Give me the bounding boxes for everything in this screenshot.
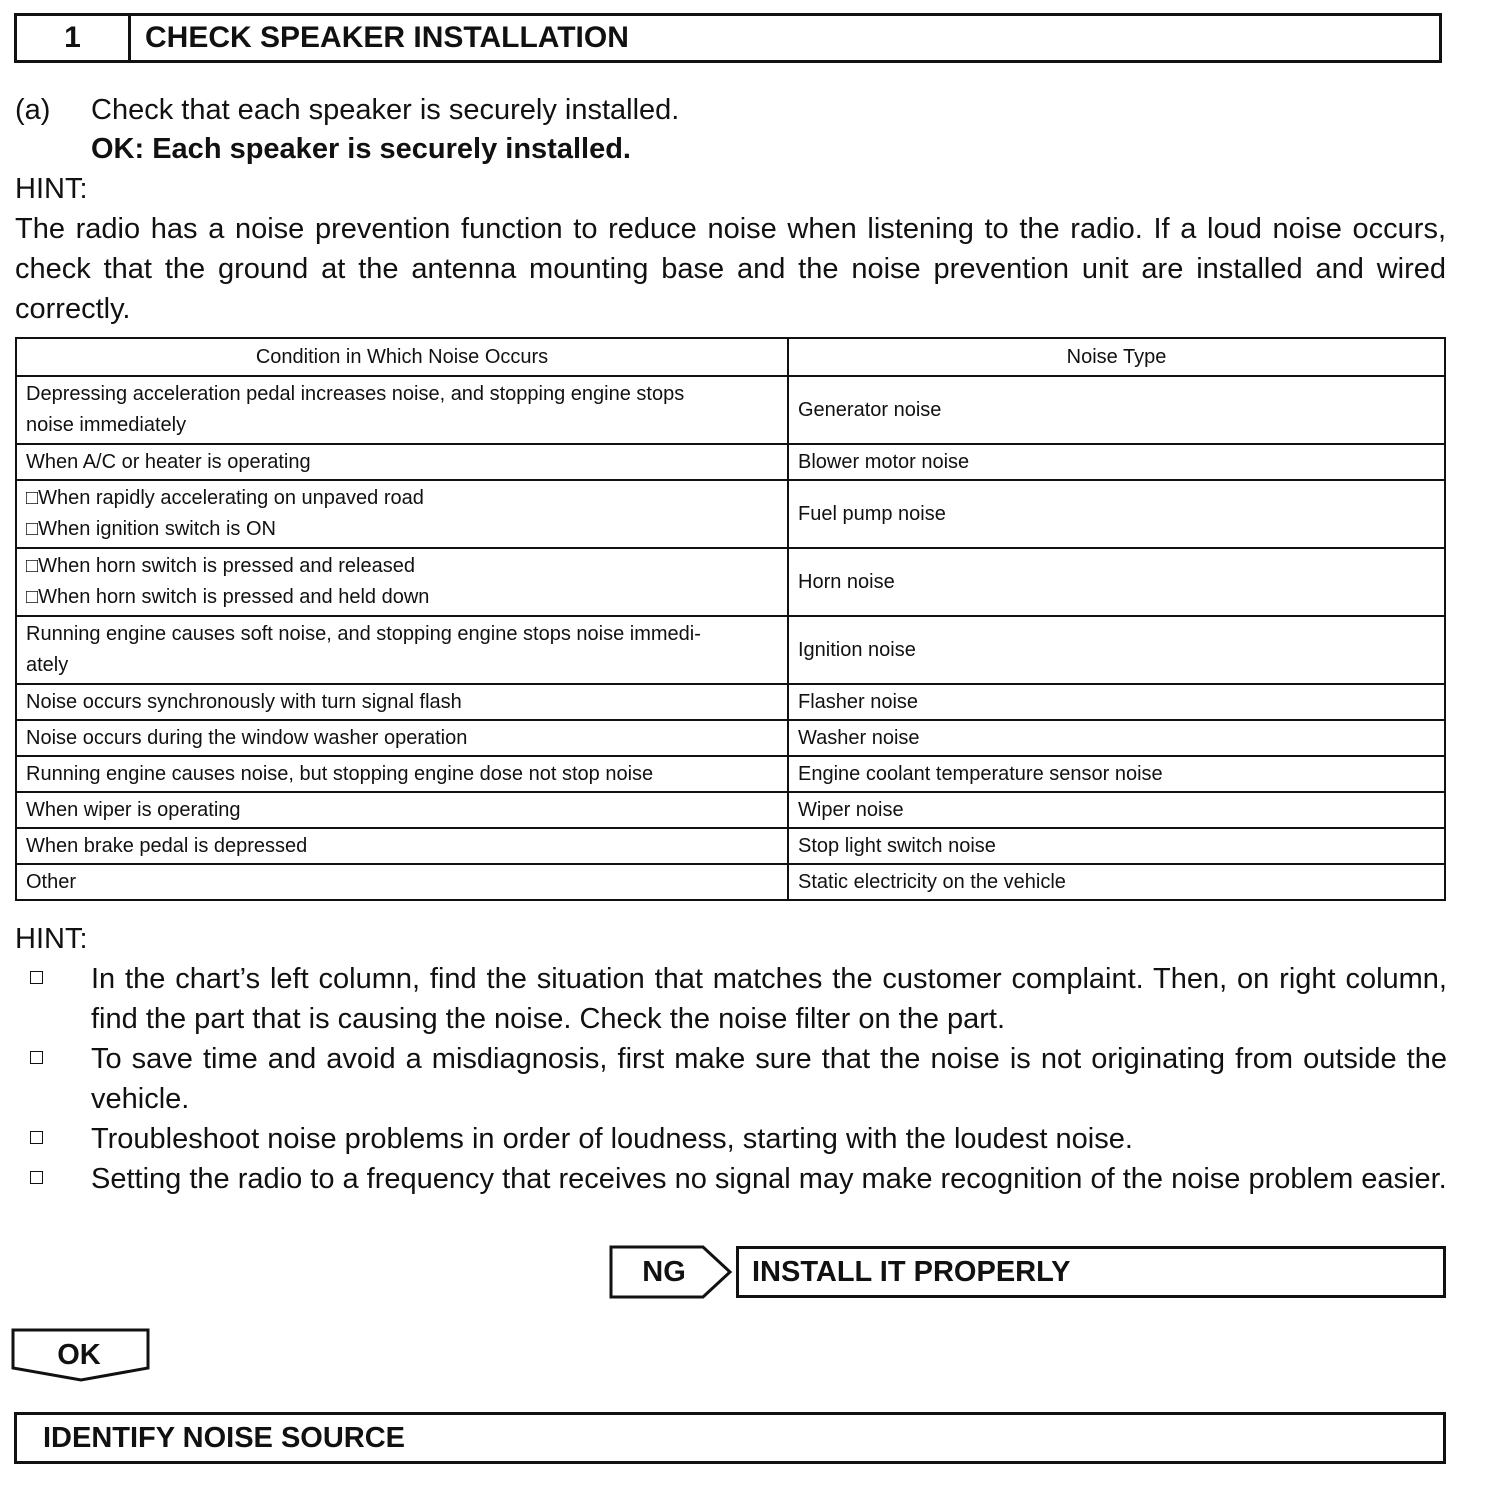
check-text: Check that each speaker is securely installed. xyxy=(91,94,680,126)
condition-cell: Other xyxy=(16,864,788,900)
condition-line: Depressing acceleration pedal increases noise, and stopping engine stops xyxy=(26,383,685,405)
noise-type-cell: Stop light switch noise xyxy=(788,828,1445,864)
condition-cell: When A/C or heater is operating xyxy=(16,444,788,480)
table-header-row xyxy=(16,338,1445,376)
condition-cell: Noise occurs synchronously with turn signal flash xyxy=(16,684,788,720)
table-row xyxy=(16,864,1445,900)
table-row xyxy=(16,376,1445,444)
table-row xyxy=(16,480,1445,548)
condition-cell: When brake pedal is depressed xyxy=(16,828,788,864)
condition-cell xyxy=(16,376,788,444)
hint-bullet-text: To save time and avoid a misdiagnosis, first make sure that the noise is not originating from outside the vehicle. xyxy=(91,1043,1447,1115)
noise-type-cell: Engine coolant temperature sensor noise xyxy=(788,756,1445,792)
checkbox-bullet-icon xyxy=(30,1051,43,1064)
column-header-noise-type: Noise Type xyxy=(788,338,1445,376)
checkbox-bullet-icon xyxy=(30,1171,43,1184)
step-number: 1 xyxy=(17,16,131,60)
condition-line: □When rapidly accelerating on unpaved road xyxy=(26,487,424,509)
noise-type-cell: Flasher noise xyxy=(788,684,1445,720)
condition-line: Running engine causes soft noise, and stopping engine stops noise immedi- xyxy=(26,623,701,645)
condition-line: □When horn switch is pressed and released xyxy=(26,555,415,577)
hint-label: HINT: xyxy=(15,173,88,205)
ng-label: NG xyxy=(642,1256,686,1288)
condition-cell xyxy=(16,616,788,684)
table-row xyxy=(16,720,1445,756)
noise-type-cell: Static electricity on the vehicle xyxy=(788,864,1445,900)
noise-type-cell: Blower motor noise xyxy=(788,444,1445,480)
step-header xyxy=(14,13,1442,63)
column-header-condition: Condition in Which Noise Occurs xyxy=(16,338,788,376)
noise-type-cell: Horn noise xyxy=(788,548,1445,616)
hint-paragraph: The radio has a noise prevention function to reduce noise when listening to the radio. If a loud noise occurs, check that the ground at the antenna mounting base and the noise prevention unit are installed and wired correctly. xyxy=(15,213,1446,325)
table-row xyxy=(16,548,1445,616)
noise-type-cell: Wiper noise xyxy=(788,792,1445,828)
noise-type-cell: Fuel pump noise xyxy=(788,480,1445,548)
next-step-box: IDENTIFY NOISE SOURCE xyxy=(14,1412,1446,1464)
table-row xyxy=(16,828,1445,864)
ng-action-box: INSTALL IT PROPERLY xyxy=(736,1246,1446,1298)
condition-line: noise immediately xyxy=(26,414,187,436)
hint-bullet-text: Troubleshoot noise problems in order of loudness, starting with the loudest noise. xyxy=(91,1123,1133,1155)
table-row xyxy=(16,444,1445,480)
condition-cell: Running engine causes noise, but stopping engine dose not stop noise xyxy=(16,756,788,792)
ok-label: OK xyxy=(57,1339,101,1371)
condition-cell: Noise occurs during the window washer operation xyxy=(16,720,788,756)
condition-line: □When horn switch is pressed and held down xyxy=(26,586,430,608)
noise-type-table xyxy=(15,337,1446,901)
check-marker: (a) xyxy=(15,94,51,126)
condition-line: ately xyxy=(26,654,69,676)
step-title: CHECK SPEAKER INSTALLATION xyxy=(145,21,629,54)
noise-type-cell: Washer noise xyxy=(788,720,1445,756)
checkbox-bullet-icon xyxy=(30,1131,43,1144)
table-row xyxy=(16,684,1445,720)
hint-label: HINT: xyxy=(15,923,88,955)
hint-bullet-text: Setting the radio to a frequency that receives no signal may make recognition of the noise problem easier. xyxy=(91,1163,1447,1195)
table-row xyxy=(16,616,1445,684)
table-row xyxy=(16,756,1445,792)
check-ok-criteria: OK: Each speaker is securely installed. xyxy=(91,133,631,165)
condition-cell xyxy=(16,480,788,548)
checkbox-bullet-icon xyxy=(30,971,43,984)
condition-line: □When ignition switch is ON xyxy=(26,518,276,540)
noise-type-cell: Generator noise xyxy=(788,376,1445,444)
noise-type-cell: Ignition noise xyxy=(788,616,1445,684)
hint-bullet-text: In the chart’s left column, find the situation that matches the customer complaint. Then, on right column, find the part that is causing the noise. Check the noise filter on the part. xyxy=(91,963,1447,1035)
condition-cell xyxy=(16,548,788,616)
condition-cell: When wiper is operating xyxy=(16,792,788,828)
table-row xyxy=(16,792,1445,828)
